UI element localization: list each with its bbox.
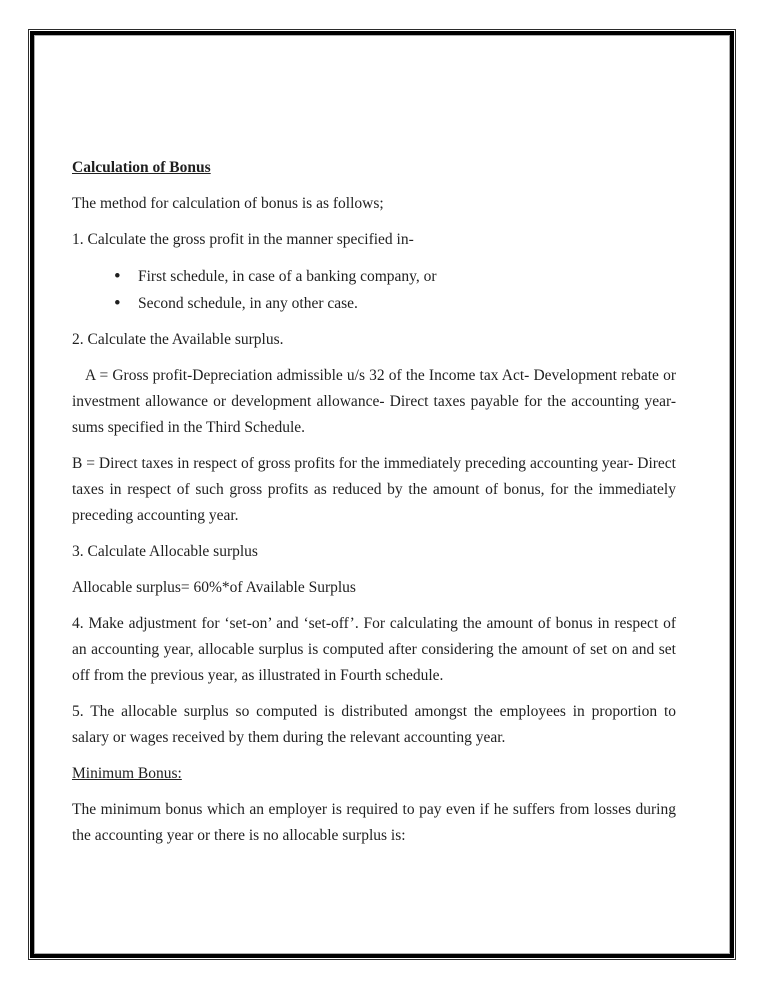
step-2-paragraph: 2. Calculate the Available surplus.: [72, 331, 284, 348]
minimum-bonus-paragraph: The minimum bonus which an employer is required to pay even if he suffers from losses during the accounting year or there is no allocable surplus is:: [72, 801, 676, 844]
list-item-text: First schedule, in case of a banking company, or: [138, 268, 437, 285]
step-1-paragraph: 1. Calculate the gross profit in the manner specified in-: [72, 231, 414, 248]
step-3-paragraph: 3. Calculate Allocable surplus: [72, 543, 258, 560]
list-item: [72, 263, 676, 290]
document-title: Calculation of Bonus: [72, 159, 211, 176]
list-item: [72, 290, 676, 317]
bullet-icon: •: [114, 266, 121, 287]
minimum-bonus-subheading: Minimum Bonus:: [72, 765, 182, 782]
step-4-paragraph: 4. Make adjustment for ‘set-on’ and ‘set-off’. For calculating the amount of bonus in respect of an accounting year, allocable surplus is computed after considering the amount of set on and set off from the previous year, as illustrated in Fourth schedule.: [72, 615, 676, 684]
step-5-paragraph: 5. The allocable surplus so computed is distributed amongst the employees in proportion to salary or wages received by them during the relevant accounting year.: [72, 703, 676, 746]
available-surplus-formula-a: A = Gross profit-Depreciation admissible u/s 32 of the Income tax Act- Development rebate or investment allowance or development allowance- Direct taxes payable for the accounting year-sums specified in the Third Schedule.: [72, 367, 676, 436]
allocable-surplus-formula: Allocable surplus= 60%*of Available Surplus: [72, 579, 356, 596]
available-surplus-formula-b: B = Direct taxes in respect of gross profits for the immediately preceding accounting year- Direct taxes in respect of such gross profits as reduced by the amount of bonus, for the immediately preceding accounting year.: [72, 455, 676, 524]
schedule-bullet-list: [72, 263, 676, 317]
intro-paragraph: The method for calculation of bonus is as follows;: [72, 195, 384, 212]
list-item-text: Second schedule, in any other case.: [138, 295, 358, 312]
bullet-icon: •: [114, 293, 121, 314]
document-body: [72, 155, 676, 859]
